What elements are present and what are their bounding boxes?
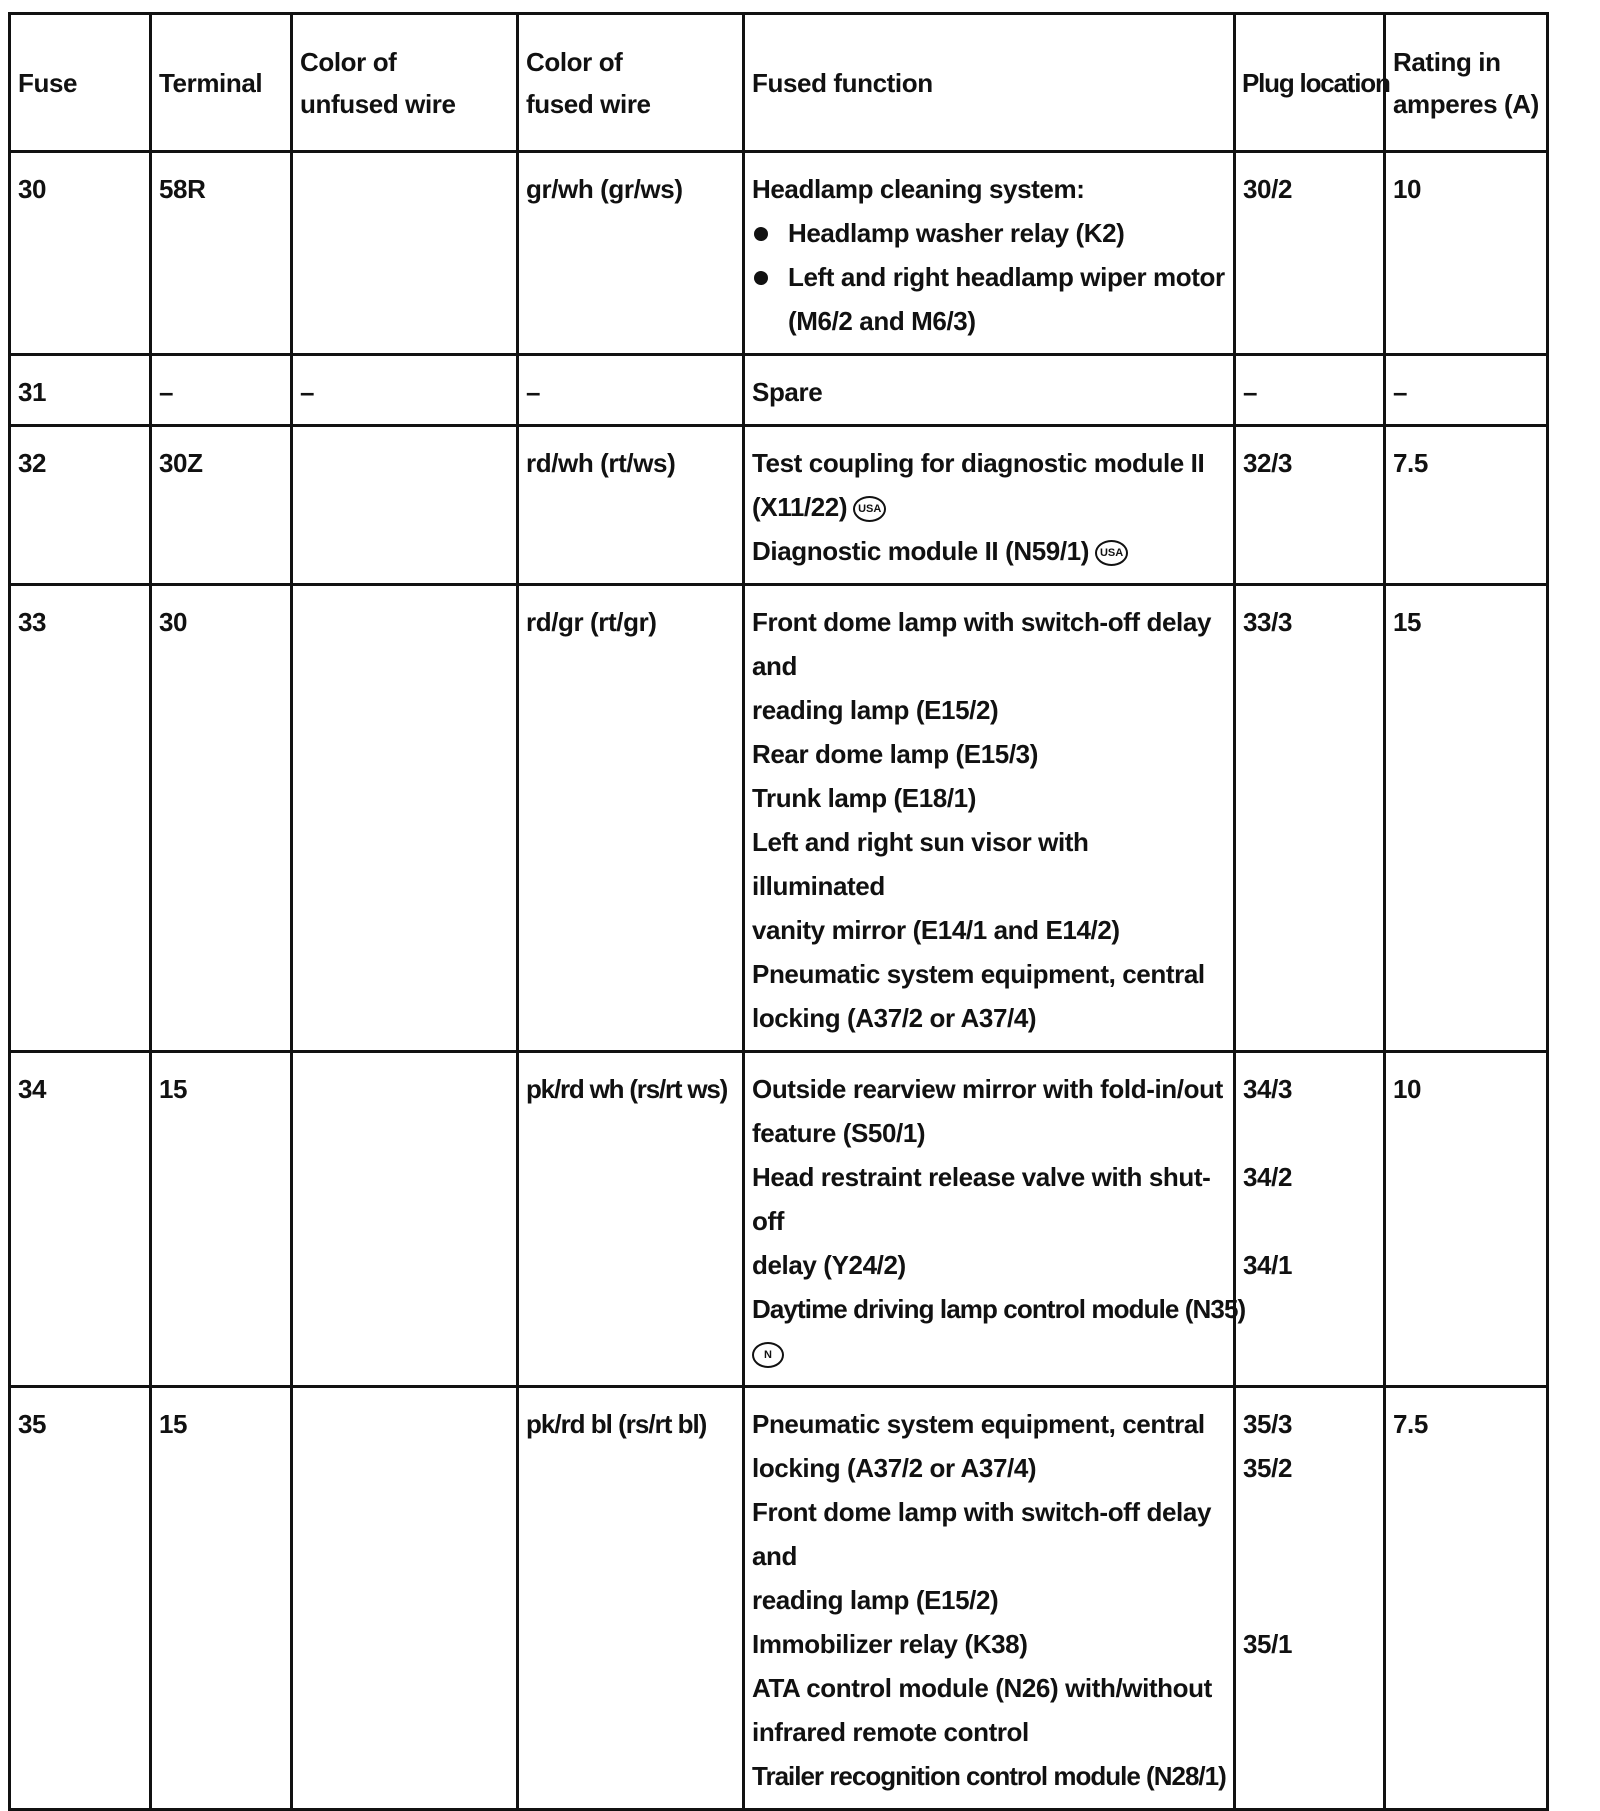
- table-row: [10, 152, 1548, 355]
- function-line: Spare: [752, 377, 823, 407]
- header-rating-line2: amperes (A): [1393, 88, 1539, 119]
- plug-spacer: [1243, 1578, 1377, 1622]
- cell-terminal: –: [151, 355, 292, 426]
- function-line: infrared remote control: [752, 1717, 1029, 1747]
- header-unfused-line1: Color of: [300, 46, 397, 77]
- cell-terminal: 15: [151, 1387, 292, 1810]
- table-row: [10, 1052, 1548, 1387]
- function-line: delay (Y24/2): [752, 1250, 906, 1280]
- function-line: [752, 1331, 1227, 1375]
- cell-fuse: 30: [10, 152, 151, 355]
- function-line: reading lamp (E15/2): [752, 1585, 999, 1615]
- header-fused-function: Fused function: [744, 14, 1235, 152]
- function-line: reading lamp (E15/2): [752, 695, 999, 725]
- cell-plug-location: [1235, 585, 1385, 1052]
- plug-spacer: [1243, 1534, 1377, 1578]
- cell-plug-location: [1235, 426, 1385, 585]
- cell-fused-wire: pk/rd wh (rs/rt ws): [518, 1052, 744, 1387]
- plug-value: 34/3: [1243, 1074, 1293, 1104]
- cell-fused-wire: rd/gr (rt/gr): [518, 585, 744, 1052]
- function-line: [752, 529, 1227, 573]
- cell-fused-wire: –: [518, 355, 744, 426]
- function-line: feature (S50/1): [752, 1118, 926, 1148]
- header-rating-line1: Rating in: [1393, 46, 1501, 77]
- header-terminal: Terminal: [151, 14, 292, 152]
- cell-rating: 10: [1385, 152, 1548, 355]
- cell-plug-location: [1235, 1387, 1385, 1810]
- function-line: locking (A37/2 or A37/4): [752, 1003, 1037, 1033]
- cell-unfused-wire: –: [292, 355, 518, 426]
- function-line-text: (X11/22): [752, 492, 848, 522]
- cell-fuse: 34: [10, 1052, 151, 1387]
- plug-spacer: [1243, 1490, 1377, 1534]
- plug-value: –: [1243, 377, 1258, 407]
- cell-rating: 10: [1385, 1052, 1548, 1387]
- header-unfused-line2: unfused wire: [300, 88, 456, 119]
- plug-spacer: [1243, 1111, 1377, 1155]
- cell-terminal: 15: [151, 1052, 292, 1387]
- header-unfused-wire: [292, 14, 518, 152]
- fuse-table: [8, 12, 1549, 1811]
- function-bullet-continuation: [752, 299, 1227, 343]
- cell-fused-wire: gr/wh (gr/ws): [518, 152, 744, 355]
- header-plug-location: Plug location: [1235, 14, 1385, 152]
- function-bullet-text: Left and right headlamp wiper motor: [788, 262, 1225, 292]
- plug-value: 30/2: [1243, 174, 1293, 204]
- usa-version-icon: USA: [1095, 540, 1128, 566]
- cell-plug-location: [1235, 355, 1385, 426]
- cell-unfused-wire: [292, 152, 518, 355]
- function-line: Daytime driving lamp control module (N35): [752, 1294, 1246, 1324]
- cell-rating: –: [1385, 355, 1548, 426]
- table-row: [10, 585, 1548, 1052]
- function-line: Front dome lamp with switch-off delay and: [752, 1497, 1212, 1571]
- function-line: Rear dome lamp (E15/3): [752, 739, 1038, 769]
- bullet-dot-icon: [754, 271, 768, 285]
- plug-value: 34/2: [1243, 1162, 1293, 1192]
- cell-rating: 15: [1385, 585, 1548, 1052]
- cell-fused-function: [744, 585, 1235, 1052]
- cell-fuse: 33: [10, 585, 151, 1052]
- usa-version-icon: USA: [853, 496, 886, 522]
- function-bullet: [752, 255, 1227, 299]
- function-line: Outside rearview mirror with fold-in/out: [752, 1074, 1223, 1104]
- table-row: [10, 1387, 1548, 1810]
- bullet-dot-icon: [754, 227, 768, 241]
- plug-value: 35/1: [1243, 1629, 1293, 1659]
- function-line: Pneumatic system equipment, central: [752, 1409, 1205, 1439]
- function-line: Head restraint release valve with shut-off: [752, 1162, 1211, 1236]
- header-fuse: Fuse: [10, 14, 151, 152]
- cell-fused-function: [744, 1052, 1246, 1387]
- function-line: Pneumatic system equipment, central: [752, 959, 1205, 989]
- cell-fused-function: [744, 1387, 1235, 1810]
- header-fused-line1: Color of: [526, 46, 623, 77]
- function-line: [752, 485, 1227, 529]
- n-version-icon: N: [752, 1342, 784, 1368]
- table-row: [10, 355, 1548, 426]
- function-line: ATA control module (N26) with/without: [752, 1673, 1212, 1703]
- cell-terminal: 58R: [151, 152, 292, 355]
- cell-unfused-wire: [292, 585, 518, 1052]
- function-line: Test coupling for diagnostic module II: [752, 448, 1205, 478]
- function-bullet-text: (M6/2 and M6/3): [788, 306, 976, 336]
- function-line: Front dome lamp with switch-off delay and: [752, 607, 1212, 681]
- function-line: Immobilizer relay (K38): [752, 1629, 1028, 1659]
- function-line-text: Diagnostic module II (N59/1): [752, 536, 1089, 566]
- cell-unfused-wire: [292, 1052, 518, 1387]
- header-row: [10, 14, 1548, 152]
- plug-value: 35/3: [1243, 1409, 1293, 1439]
- cell-fuse: 35: [10, 1387, 151, 1810]
- function-line: Trailer recognition control module (N28/1): [752, 1761, 1226, 1791]
- plug-value: 32/3: [1243, 448, 1293, 478]
- plug-value: 35/2: [1243, 1453, 1293, 1483]
- function-bullet: [752, 211, 1227, 255]
- cell-fused-wire: pk/rd bl (rs/rt bl): [518, 1387, 744, 1810]
- function-bullet-text: Headlamp washer relay (K2): [788, 218, 1125, 248]
- cell-plug-location: [1235, 1052, 1385, 1387]
- cell-terminal: 30Z: [151, 426, 292, 585]
- function-line: Headlamp cleaning system:: [752, 174, 1085, 204]
- cell-fuse: 31: [10, 355, 151, 426]
- function-line: locking (A37/2 or A37/4): [752, 1453, 1037, 1483]
- function-line: Left and right sun visor with illuminated: [752, 827, 1089, 901]
- cell-fused-wire: rd/wh (rt/ws): [518, 426, 744, 585]
- header-fused-wire: [518, 14, 744, 152]
- plug-value: 34/1: [1243, 1250, 1293, 1280]
- cell-unfused-wire: [292, 1387, 518, 1810]
- plug-spacer: [1243, 1199, 1377, 1243]
- cell-plug-location: [1235, 152, 1385, 355]
- header-fused-line2: fused wire: [526, 88, 651, 119]
- table-row: [10, 426, 1548, 585]
- header-rating: [1385, 14, 1548, 152]
- plug-value: 33/3: [1243, 607, 1293, 637]
- cell-fused-function: [744, 426, 1235, 585]
- function-line: vanity mirror (E14/1 and E14/2): [752, 915, 1120, 945]
- cell-fused-function: [744, 152, 1235, 355]
- cell-rating: 7.5: [1385, 1387, 1548, 1810]
- function-line: Trunk lamp (E18/1): [752, 783, 976, 813]
- cell-terminal: 30: [151, 585, 292, 1052]
- cell-rating: 7.5: [1385, 426, 1548, 585]
- cell-unfused-wire: [292, 426, 518, 585]
- cell-fuse: 32: [10, 426, 151, 585]
- cell-fused-function: [744, 355, 1235, 426]
